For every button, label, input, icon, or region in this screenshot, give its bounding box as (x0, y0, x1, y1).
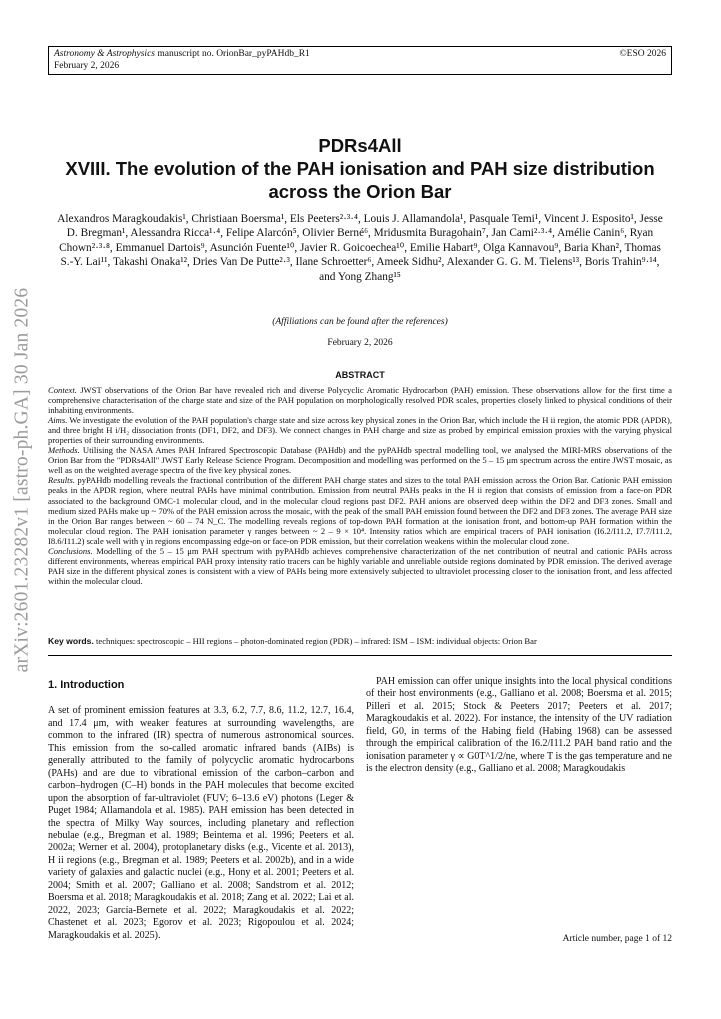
intro-heading: 1. Introduction (48, 679, 125, 691)
keywords: Key words. techniques: spectroscopic – HII regions – photon-dominated region (PDR) – infrared: ISM – ISM: individual objects: Orion Bar (48, 636, 537, 646)
title-line-1: PDRs4All (318, 135, 402, 156)
affiliations-note: (Affiliations can be found after the references) (272, 317, 448, 327)
author-list (52, 212, 668, 284)
intro-column-right (366, 676, 672, 776)
page-footer: Article number, page 1 of 12 (562, 934, 672, 944)
intro-paragraph-2: PAH emission can offer unique insights into the local physical conditions of their host environments (e.g., Galliano et al. 2008; Boersma et al. 2015; Pilleri et al. 2015; Stock & Peeters 2017; Peeters et al. 2017; Maragkoudakis et al. 2022). For instance, the intensity of the UV radiation field, G0, in terms of the Habing field (Habing 1968) can be assessed through the empirical calibration of the I6.2/I11.2 PAH band ratio and the ionisation parameter γ ∝ G0T^1/2/ne, where T is the gas temperature and ne is the electron density (e.g., Galliano et al. 2008; Maragkoudakis (366, 676, 672, 775)
abstract-methods: Methods. Utilising the NASA Ames PAH Infrared Spectroscopic Database (PAHdb) and the pyPAHdb spectral modelling tool, we analysed the MIRI-MRS observations of the Orion Bar from the "PDRs4All" JWST Early Release Science Program. Decomposition and modelling was performed on the 5 – 15 μm spectrum across the entire JWST mosaic, as well as on the weighted average spectra of the five key physical zones. (48, 445, 672, 476)
header-date: February 2, 2026 (54, 60, 120, 71)
paper-title (48, 134, 672, 203)
authors-text: Alexandros Maragkoudakis¹, Christiaan Boersma¹, Els Peeters²·³·⁴, Louis J. Allamandola¹, Pasquale Temi¹, Vincent J. Esposito¹, Jesse D. Bregman¹, Alessandra Ricca¹·⁴, Felipe Alarcón⁵, Olivier Berné⁶, Mridusmita Buragohain⁷, Jan Cami²·³·⁴, Amélie Canin⁶, Ryan Chown²·³·⁸, Emmanuel Dartois⁹, Asunción Fuente¹⁰, Javier R. Goicoechea¹⁰, Emilie Habart⁹, Olga Kannavou⁹, Baria Khan², Thomas S.-Y. Lai¹¹, Takashi Onaka¹², Dries Van De Putte²·³, Ilane Schroetter⁶, Ameek Sidhu², Alexander G. G. M. Tielens¹³, Boris Trahin⁹·¹⁴, and Yong Zhang¹⁵ (57, 213, 663, 283)
title-line-3: across the Orion Bar (268, 181, 452, 202)
manuscript-number: manuscript no. OrionBar_pyPAHdb_R1 (154, 49, 310, 59)
abstract-conclusions: Conclusions. Modelling of the 5 – 15 μm PAH spectrum with pyPAHdb achieves comprehensive characterization of the net contribution of neutral and cationic PAHs across different environments, whereas empirical PAH proxy intensity ratio tracers can be highly variable and unreliable outside regions dominated by PDR emission. The derived average PAH size in the different physical zones is consistent with a view of PAHs being more extensively subjected to ultraviolet processing closer to the ionisation front, and less affected within the molecular cloud. (48, 545, 672, 586)
abstract-heading: ABSTRACT (335, 370, 385, 380)
abstract-results: Results. pyPAHdb modelling reveals the fractional contribution of the different PAH charge states and sizes to the total PAH emission across the Orion Bar. Cationic PAH emission peaks in the APDR region, where neutral PAHs have minimal contribution. Emission from neutral PAHs peaks in the H ii region that consists of emission from a face-on PDR associated to the background OMC-1 molecular cloud, and in the molecular cloud regions past DF2. PAH anions are observed deep within the DF2 and DF3 zones. Small and medium sized PAHs make up ~ 70% of the PAH emission across the mosaic, with the peak of the small PAH emission found between the DF2 and DF3 zones. The average PAH size in the Orion Bar ranges between ~ 60 – 74 N_C. The modelling reveals regions of top-down PAH formation at the ionisation front, and bottom-up PAH formation within the molecular cloud region. The PAH ionisation parameter γ ranges between ~ 2 – 9 × 10⁴. Intensity ratios which are empirical tracers of PAH ionisation (I6.2/I11.2, I7.7/I11.2, I8.6/I11.2) scale well with γ in regions encompassing edge-on or face-on PDR emission, but their correlation weakens within the molecular cloud zone. (48, 475, 672, 546)
copyright: ©ESO 2026 (619, 49, 666, 59)
abstract-body (48, 385, 672, 586)
title-line-2: XVIII. The evolution of the PAH ionisation and PAH size distribution (65, 158, 655, 179)
divider (48, 655, 672, 656)
running-header (48, 46, 672, 75)
journal-name: Astronomy & Astrophysics (54, 49, 155, 59)
intro-column-left (48, 679, 354, 960)
abstract-aims: Aims. We investigate the evolution of the PAH population's charge state and size across key physical zones in the Orion Bar, which include the H ii region, the atomic PDR (APDR), and three bright H i/H₂ dissociation fronts (DF1, DF2, and DF3). We connect changes in PAH charge and size as probed by empirical emission proxies with the varying physical properties of their surrounding environments. (48, 415, 672, 446)
paper-date: February 2, 2026 (327, 338, 393, 348)
abstract-context: Context. JWST observations of the Orion Bar have revealed rich and diverse Polycyclic Aromatic Hydrocarbon (PAH) emission. These observations allow for the first time a comprehensive characterisation of the charge state and size of the PAH population on morphologically resolved PDR scales, properties closely linked to physical conditions of their inhabiting environments. (48, 385, 672, 416)
arxiv-watermark: arXiv:2601.23282v1 [astro-ph.GA] 30 Jan 2026 (11, 287, 33, 673)
intro-paragraph-1: A set of prominent emission features at 3.3, 6.2, 7.7, 8.6, 11.2, 12.7, 16.4, and 17.4 μm, with weaker features at surrounding wavelengths, are common to the infrared (IR) spectra of numerous astronomical sources. This emission from the so-called aromatic infrared bands (AIBs) is generally attributed to the family of polycyclic aromatic hydrocarbons (PAHs) and are due to vibrational emission of the carbon–carbon and carbon–hydrogen (C–H) bonds in the PAH molecules that become excited upon the absorption of far-ultraviolet (FUV; 6–13.6 eV) photons (Leger & Puget 1984; Allamandola et al. 1985). PAH emission has been detected in the spectra of Milky Way sources, including planetary and reflection nebulae (e.g., Bregman et al. 1989; Beintema et al. 1996; Peeters et al. 2002a; Werner et al. 2004), protoplanetary disks (e.g., Vicente et al. 2013), H ii regions (e.g., Bregman et al. 1989; Peeters et al. 2002b), and in a wide variety of galaxies and galactic nuclei (e.g., Hony et al. 2001; Peeters et al. 2004; Smith et al. 2007; Galliano et al. 2008; Sandstrom et al. 2012; Boersma et al. 2018; Maragkoudakis et al. 2018; Zang et al. 2022; Lai et al. 2022, 2023; García-Bernete et al. 2022; Maragkoudakis et al. 2022; Chastenet et al. 2023; Egorov et al. 2023; Rigopoulou et al. 2024; Maragkoudakis et al. 2025). (48, 705, 354, 941)
